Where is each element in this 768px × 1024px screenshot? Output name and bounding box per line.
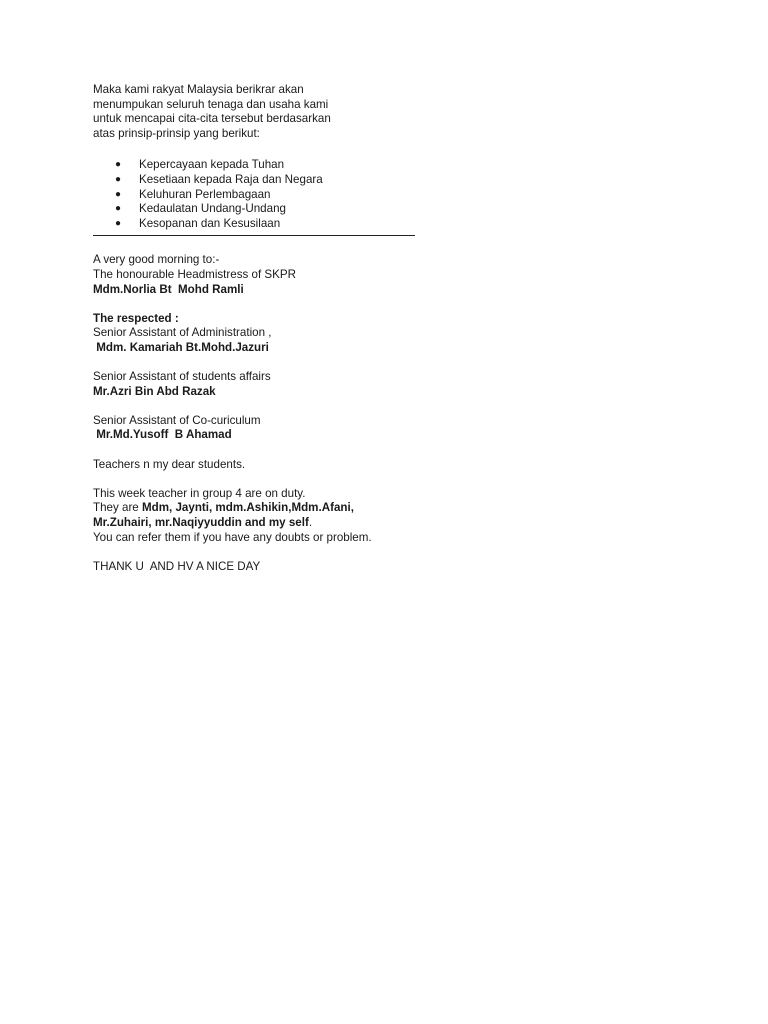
intro-line: Maka kami rakyat Malaysia berikrar akan <box>93 83 304 96</box>
principle-item <box>93 158 693 173</box>
intro-line: atas prinsip-prinsip yang berikut: <box>93 126 260 140</box>
greeting-opening: A very good morning to:- <box>93 253 220 267</box>
principle-text: Kepercayaan kepada Tuhan <box>139 158 285 172</box>
bullet-icon: ● <box>115 159 122 171</box>
admin-title: Senior Assistant of Administration , <box>93 326 272 340</box>
intro-line: menumpukan seluruh tenaga dan usaha kami <box>93 97 329 111</box>
duty-line-3 <box>93 516 693 531</box>
students-affairs-title: Senior Assistant of students affairs <box>93 370 271 384</box>
duty-teachers-names-cont: Mr.Zuhairi, mr.Naqiyyuddin and my self <box>93 516 309 530</box>
duty-line-2 <box>93 501 693 516</box>
document-page <box>93 83 693 574</box>
students-affairs-name: Mr.Azri Bin Abd Razak <box>93 384 216 398</box>
duty-teachers-names: Mdm, Jaynti, mdm.Ashikin,Mdm.Afani, <box>141 501 354 515</box>
admin-name: Mdm. Kamariah Bt.Mohd.Jazuri <box>93 340 269 354</box>
bullet-icon: ● <box>115 173 122 185</box>
principle-text: Kesetiaan kepada Raja dan Negara <box>139 172 323 186</box>
respected-heading: The respected : <box>93 311 179 325</box>
headmistress-name: Mdm.Norlia Bt Mohd Ramli <box>93 282 244 296</box>
duty-suffix: . <box>308 516 313 530</box>
principle-text: Kedaulatan Undang-Undang <box>139 202 286 216</box>
principle-text: Kesopanan dan Kesusilaan <box>139 216 281 230</box>
principle-item <box>93 173 693 188</box>
principle-item <box>93 217 693 232</box>
closing-line: THANK U AND HV A NICE DAY <box>93 559 261 573</box>
bullet-icon: ● <box>115 217 122 229</box>
cocurriculum-title: Senior Assistant of Co-curiculum <box>93 413 261 427</box>
principle-item <box>93 202 693 217</box>
bullet-icon: ● <box>115 203 122 215</box>
intro-line: untuk mencapai cita-cita tersebut berdasarkan <box>93 112 331 126</box>
cocurriculum-name: Mr.Md.Yusoff B Ahamad <box>93 428 232 442</box>
duty-line-1: This week teacher in group 4 are on duty. <box>93 486 306 500</box>
principle-text: Keluhuran Perlembagaan <box>139 187 271 201</box>
teachers-students-line: Teachers n my dear students. <box>93 457 246 471</box>
principles-list <box>93 158 693 231</box>
duty-prefix: They are <box>93 501 142 515</box>
principle-item <box>93 188 693 203</box>
headmistress-title: The honourable Headmistress of SKPR <box>93 267 296 281</box>
bullet-icon: ● <box>115 188 122 200</box>
duty-line-4: You can refer them if you have any doubts or problem. <box>93 530 372 544</box>
pledge-intro <box>93 83 693 141</box>
